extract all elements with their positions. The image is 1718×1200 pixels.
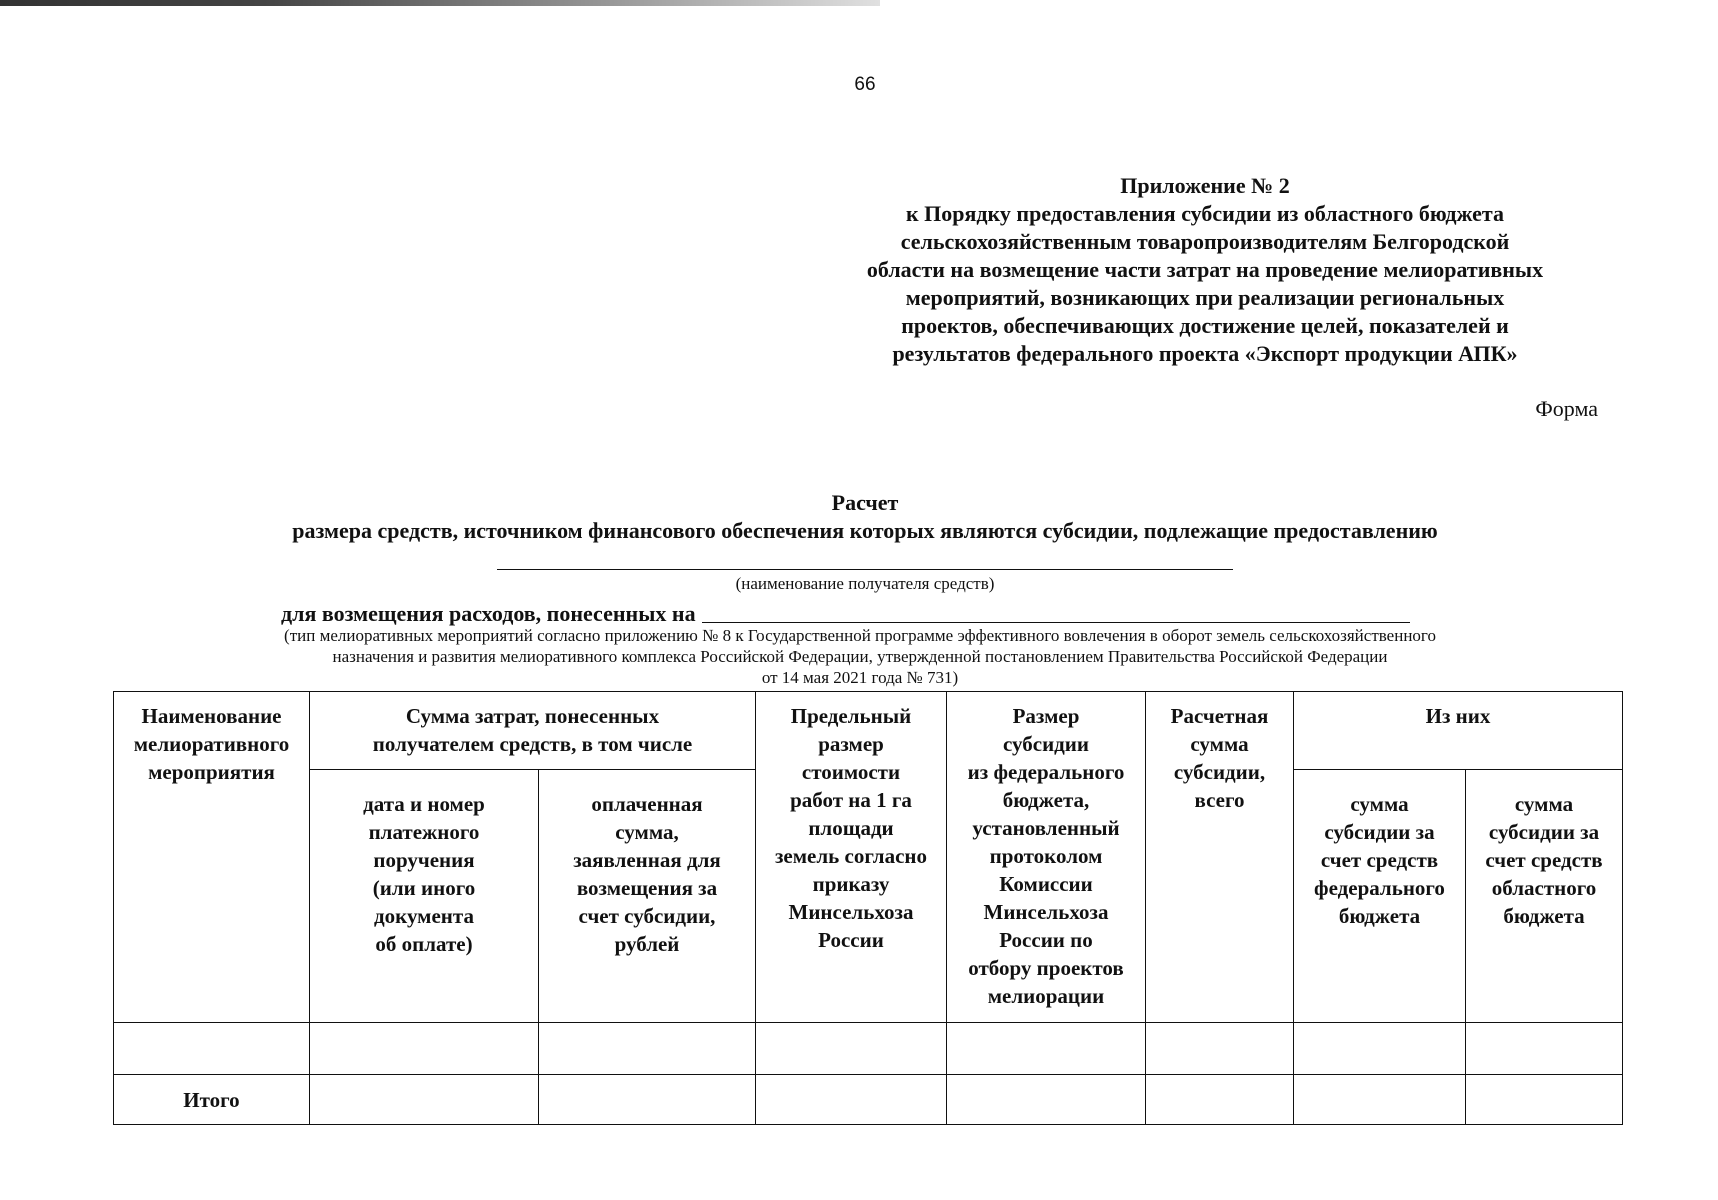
header-text-line: поручения <box>373 848 475 872</box>
table-cell <box>1294 1023 1466 1075</box>
table-cell <box>756 1075 947 1125</box>
table-cell <box>947 1075 1146 1125</box>
header-payment-doc <box>310 770 539 1023</box>
header-text-line: из федерального <box>967 760 1125 784</box>
header-text-line: Предельный <box>790 704 912 728</box>
header-text-line: Наименование <box>141 704 282 728</box>
table-cell <box>1466 1023 1623 1075</box>
appendix-line: к Порядку предоставления субсидии из областного бюджета <box>905 201 1505 226</box>
header-text-line: счет средств <box>1320 848 1439 872</box>
table-cell <box>947 1023 1146 1075</box>
header-text-line: сумма <box>1190 732 1249 756</box>
type-hint <box>140 625 1580 688</box>
header-text-line: площади <box>808 816 894 840</box>
purpose-fill-line <box>702 622 1410 623</box>
table-cell <box>310 1023 539 1075</box>
header-text-line: России по <box>999 928 1093 952</box>
table-row-total <box>114 1075 1623 1125</box>
header-federal-size <box>947 692 1146 1023</box>
header-text-line: счет субсидии, <box>578 904 716 928</box>
header-text-line: Расчетная <box>1170 704 1269 728</box>
type-hint-line: (тип мелиоративных мероприятий согласно приложению № 8 к Государственной программе эффективного вовлечения в оборот земель сельскохозяйственного <box>284 626 1436 645</box>
header-text-line: оплаченная <box>591 792 703 816</box>
header-text-line: субсидии <box>1002 732 1089 756</box>
header-text-line: субсидии за <box>1324 820 1435 844</box>
header-text-line: установленный <box>972 816 1120 840</box>
purpose-label: для возмещения расходов, понесенных на <box>281 601 696 626</box>
header-text-line: субсидии, <box>1173 760 1266 784</box>
table-cell <box>539 1023 756 1075</box>
header-text-line: заявленная для <box>573 848 721 872</box>
header-estimated <box>1146 692 1294 1023</box>
header-text-line: Минсельхоза <box>788 900 914 924</box>
total-label: Итого <box>114 1075 310 1125</box>
page-number: 66 <box>854 74 876 95</box>
header-text-line: счет средств <box>1485 848 1603 872</box>
header-text-line: земель согласно <box>774 844 927 868</box>
appendix-heading <box>820 172 1590 368</box>
header-text-line: субсидии за <box>1488 820 1600 844</box>
appendix-line: результатов федерального проекта «Экспорт продукции АПК» <box>892 341 1518 366</box>
type-hint-line: от 14 мая 2021 года № 731) <box>761 668 959 687</box>
table-cell <box>539 1075 756 1125</box>
header-text-line: Размер <box>1012 704 1080 728</box>
header-text-line: приказу <box>812 872 890 896</box>
calculation-table <box>113 691 1623 1125</box>
header-text-line: (или иного <box>372 876 476 900</box>
document-title: Расчет <box>831 490 899 515</box>
document-subtitle: размера средств, источником финансового обеспечения которых являются субсидии, подлежащие предоставлению <box>292 518 1438 543</box>
table-cell <box>1466 1075 1623 1125</box>
header-text-line: Комиссии <box>999 872 1093 896</box>
header-text-line: областного <box>1491 876 1597 900</box>
header-text-line: получателем средств, в том числе <box>372 732 693 756</box>
purpose-row <box>281 599 1410 627</box>
header-text-line: бюджета <box>1503 904 1585 928</box>
header-text-line: сумма <box>1350 792 1409 816</box>
appendix-line: проектов, обеспечивающих достижение целей, показателей и <box>901 313 1509 338</box>
recipient-fill-line <box>497 569 1233 570</box>
header-text-line: сумма, <box>615 820 679 844</box>
header-text-line: дата и номер <box>363 792 485 816</box>
header-federal-part <box>1294 770 1466 1023</box>
header-text-line: мероприятия <box>148 760 275 784</box>
header-text-line: бюджета, <box>1002 788 1090 812</box>
table-cell <box>756 1023 947 1075</box>
header-text-line: мелиоративного <box>133 732 290 756</box>
table-cell <box>1146 1075 1294 1125</box>
form-label: Форма <box>1535 396 1598 421</box>
table-cell <box>114 1023 310 1075</box>
header-text-line: платежного <box>368 820 480 844</box>
table-cell <box>310 1075 539 1125</box>
table-row <box>114 1023 1623 1075</box>
appendix-line: сельскохозяйственным товаропроизводителям Белгородской <box>900 229 1510 254</box>
table-cell <box>1146 1023 1294 1075</box>
header-text-line: возмещения за <box>576 876 718 900</box>
header-text-line: размер <box>818 732 884 756</box>
header-text-line: Минсельхоза <box>983 900 1109 924</box>
header-text-line: сумма <box>1514 792 1574 816</box>
recipient-hint: (наименование получателя средств) <box>735 574 995 593</box>
header-text-line: федерального <box>1314 876 1445 900</box>
appendix-line: мероприятий, возникающих при реализации региональных <box>905 285 1505 310</box>
header-text-line: Сумма затрат, понесенных <box>405 704 660 728</box>
header-text-line: стоимости <box>801 760 901 784</box>
header-text-line: мелиорации <box>987 984 1105 1008</box>
header-text-line: протоколом <box>989 844 1103 868</box>
header-text-line: России <box>818 928 884 952</box>
header-text-line: документа <box>374 904 474 928</box>
header-text-line: всего <box>1194 788 1245 812</box>
header-text-line: об оплате) <box>375 932 473 956</box>
table-cell <box>1294 1075 1466 1125</box>
header-name <box>114 692 310 1023</box>
header-text-line: рублей <box>614 932 680 956</box>
header-text-line: бюджета <box>1338 904 1421 928</box>
header-costs <box>310 692 756 770</box>
header-text-line: работ на 1 га <box>790 788 912 812</box>
header-regional-part <box>1466 770 1623 1023</box>
type-hint-line: назначения и развития мелиоративного комплекса Российской Федерации, утвержденной постановлением Правительства Российской Федерации <box>332 647 1388 666</box>
header-text-line: отбору проектов <box>968 956 1124 980</box>
header-of-which: Из них <box>1294 692 1623 770</box>
header-limit <box>756 692 947 1023</box>
scan-edge <box>0 0 880 6</box>
header-paid-amount <box>539 770 756 1023</box>
appendix-line: области на возмещение части затрат на проведение мелиоративных <box>866 257 1544 282</box>
appendix-line: Приложение № 2 <box>1120 173 1290 198</box>
